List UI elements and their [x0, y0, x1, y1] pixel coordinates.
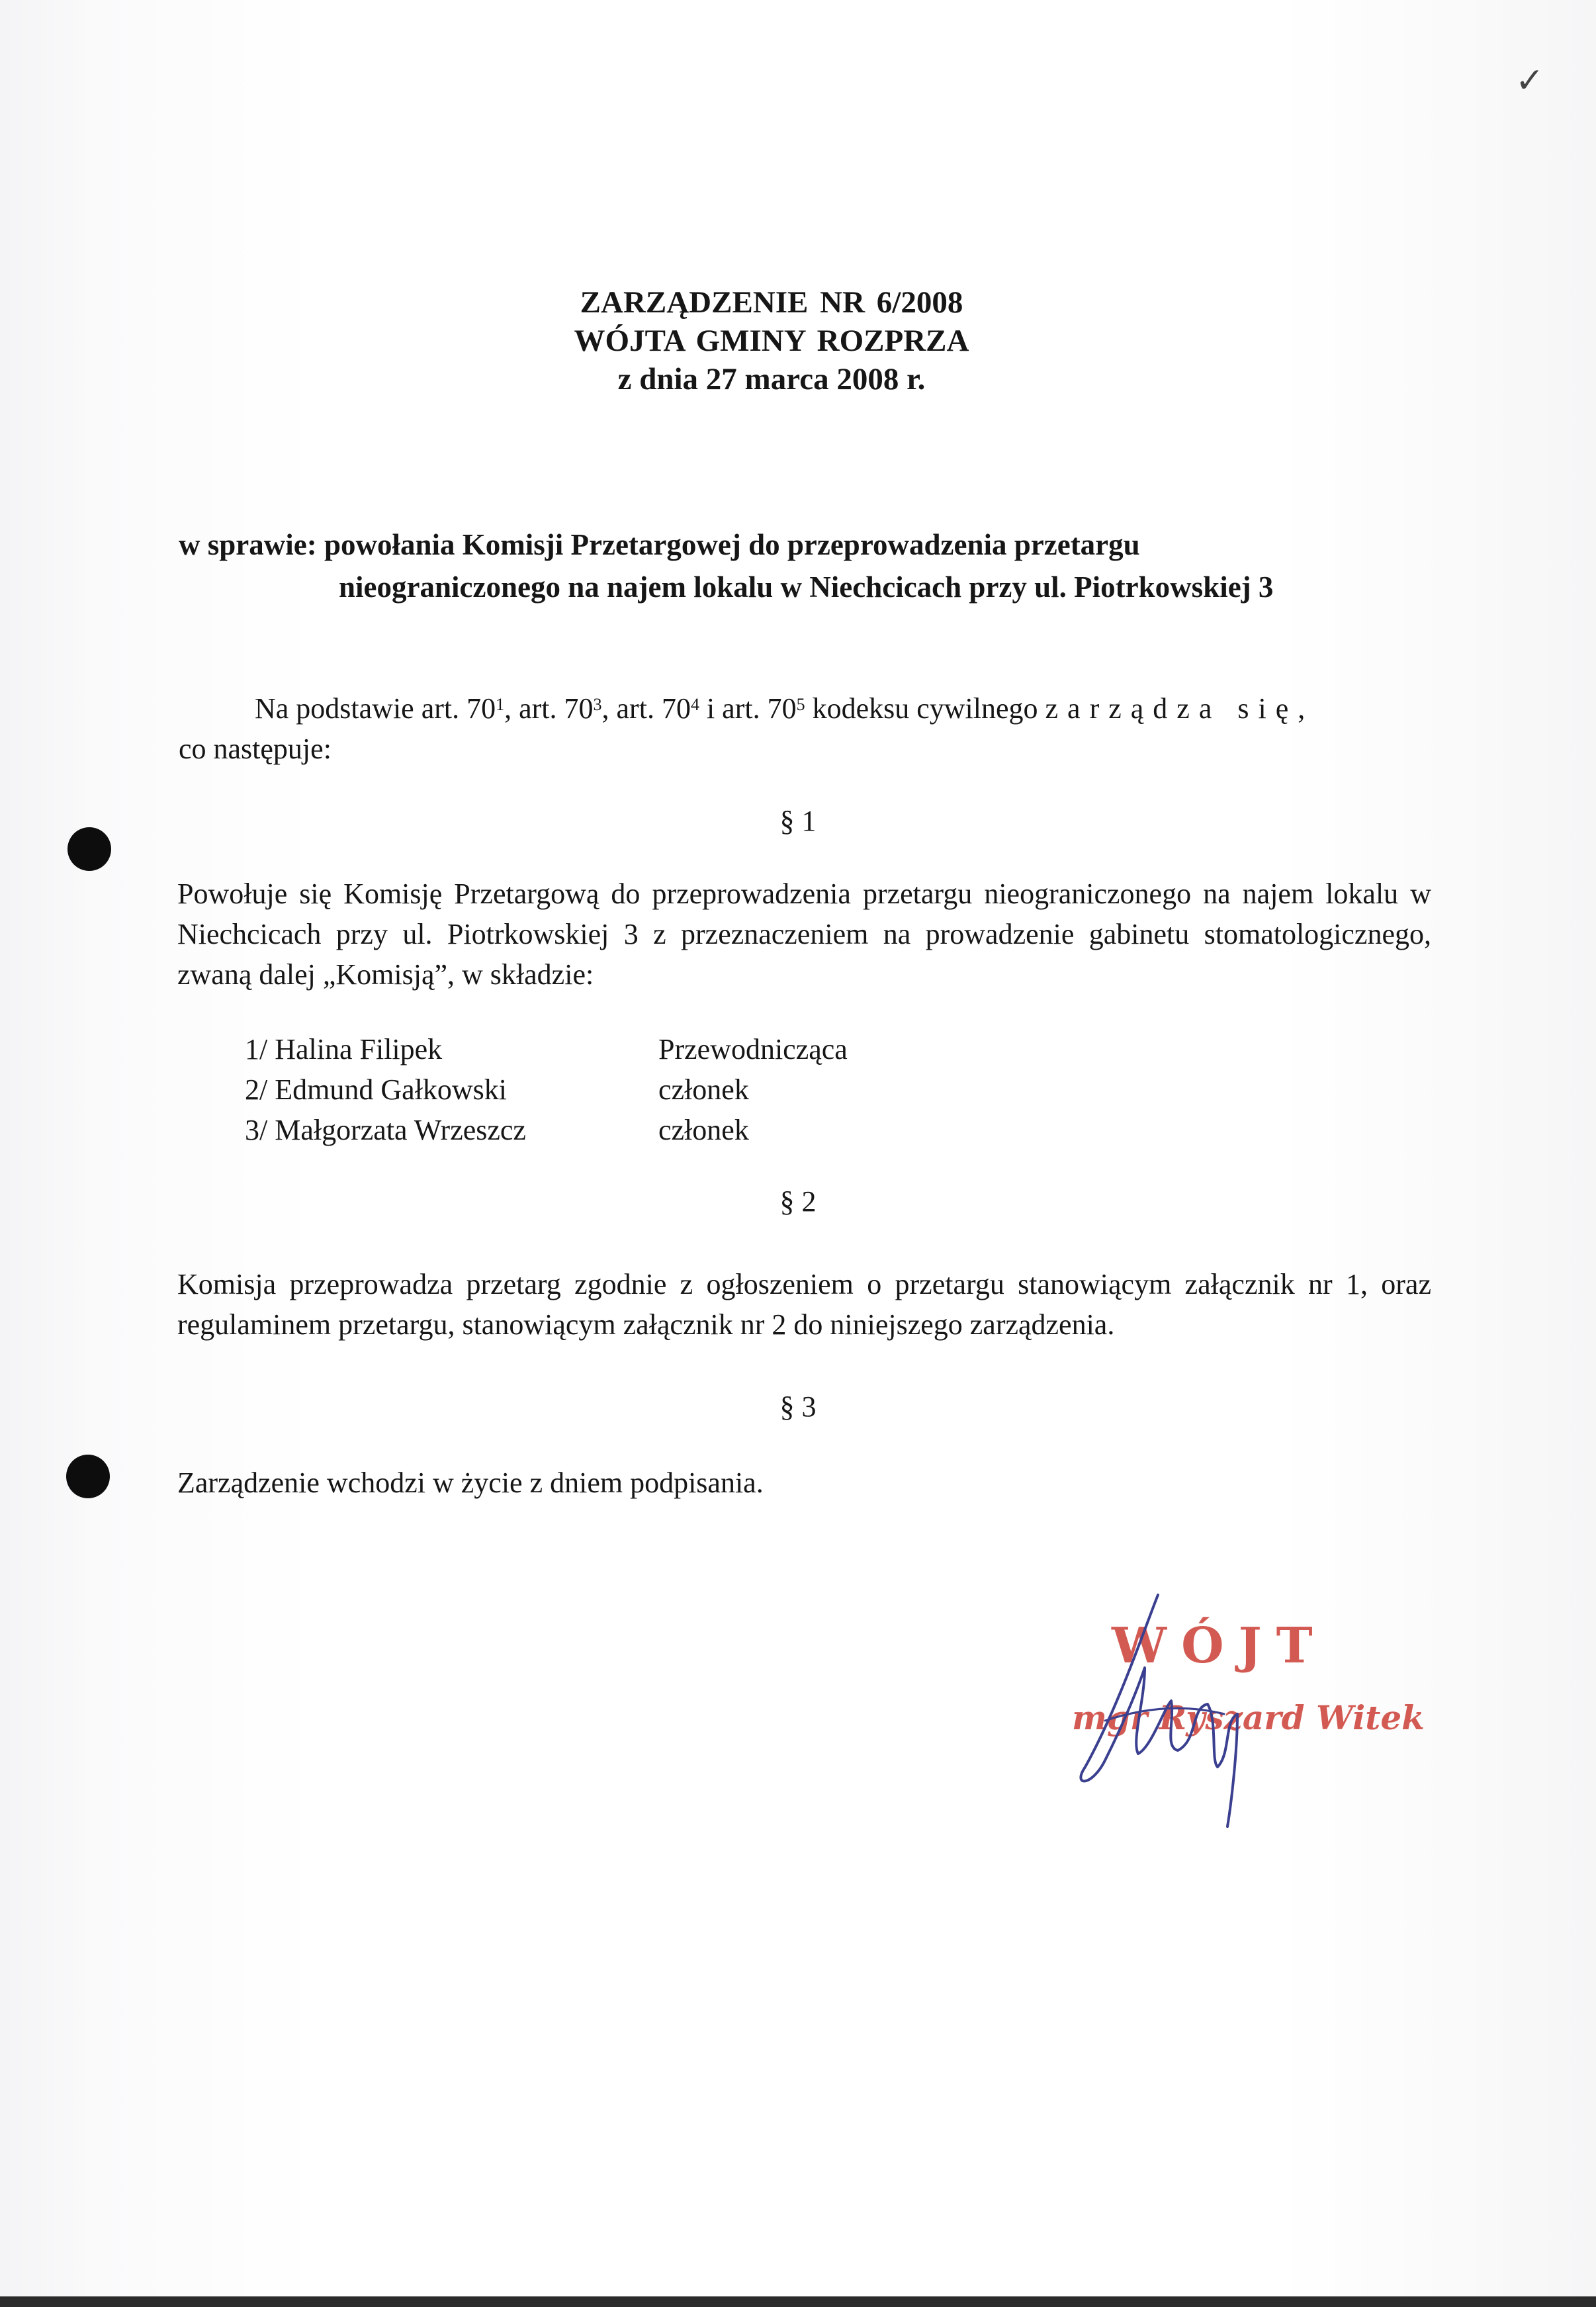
- scan-bottom-edge: [0, 2296, 1596, 2307]
- section-1-heading: § 1: [779, 805, 817, 837]
- subject-line-1: w sprawie: powołania Komisji Przetargowej do przeprowadzenia przetargu: [179, 528, 1140, 561]
- legal-basis-line-2: co następuje:: [179, 733, 332, 765]
- title-line-3: z dnia 27 marca 2008 r.: [617, 362, 926, 396]
- section-3-heading: § 3: [779, 1390, 817, 1423]
- legal-basis: [179, 688, 1433, 769]
- title-line-2: WÓJTA GMINY ROZPRZA: [574, 324, 969, 358]
- title-line-1: ZARZĄDZENIE NR 6/2008: [580, 285, 963, 320]
- document-title: [0, 283, 1596, 398]
- member-role: Przewodnicząca: [658, 1033, 848, 1065]
- member-role: członek: [658, 1114, 749, 1146]
- subject-line-2: nieograniczonego na najem lokalu w Niechcicach przy ul. Piotrkowskiej 3: [339, 570, 1274, 604]
- paragraph-2: Komisja przeprowadza przetarg zgodnie z ogłoszeniem o przetargu stanowiącym załącznik nr 1, oraz regulaminem przetargu, stanowiącym załącznik nr 2 do niniejszego zarządzenia.: [177, 1268, 1431, 1341]
- punch-hole-bottom: [66, 1455, 110, 1498]
- spaced-phrase: zarządza się,: [1045, 692, 1315, 725]
- legal-basis-line-1: Na podstawie art. $70^1$, art. $70^3$, art. $70^4$ i art. $70^5$ kodeksu cywilnego zarządza się,: [255, 692, 1315, 725]
- check-mark: ✓: [1515, 62, 1544, 100]
- stamp-name: mgr Ryszard Witek: [1072, 1698, 1425, 1737]
- paragraph-3: Zarządzenie wchodzi w życie z dniem podpisania.: [177, 1467, 764, 1499]
- stamp-title: WÓJT: [1112, 1617, 1327, 1674]
- section-2-heading: § 2: [779, 1185, 817, 1218]
- member-name: 3/ Małgorzata Wrzeszcz: [245, 1114, 526, 1146]
- handwritten-signature: [1065, 1588, 1277, 1853]
- member-role: członek: [658, 1073, 749, 1106]
- paragraph-1: Powołuje się Komisję Przetargową do przeprowadzenia przetargu nieograniczonego na najem lokalu w Niechcicach przy ul. Piotrkowskiej 3 z przeznaczeniem na prowadzenie gabinetu stomatologicznego, zwaną dalej „Komisją”, w składzie:: [177, 878, 1431, 991]
- member-name: 1/ Halina Filipek: [245, 1033, 443, 1065]
- member-name: 2/ Edmund Gałkowski: [245, 1073, 507, 1106]
